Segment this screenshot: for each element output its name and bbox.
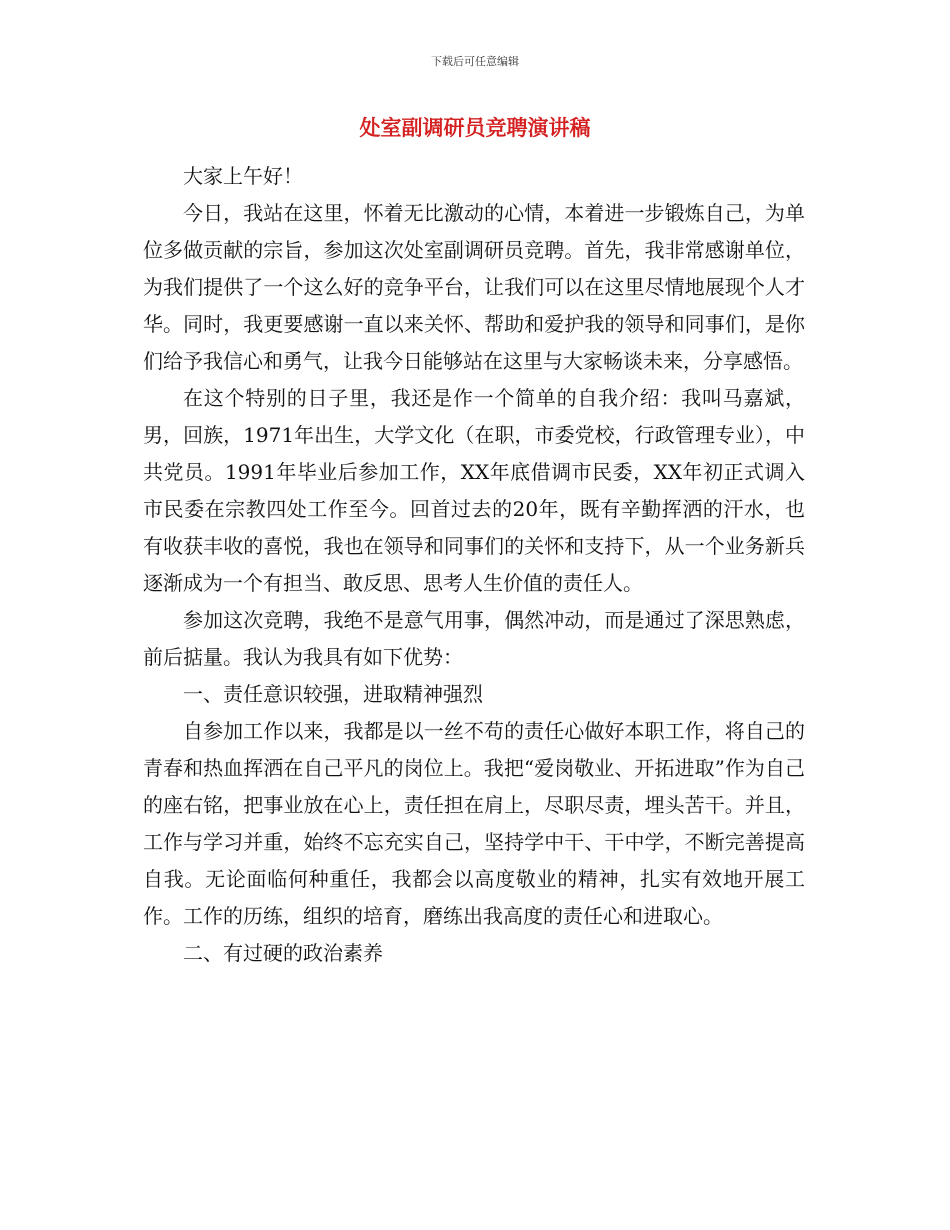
section-heading-2: 二、有过硬的政治素养 [183, 941, 383, 965]
paragraph-reason: 参加这次竞聘，我绝不是意气用事，偶然冲动，而是通过了深思熟虑，前后掂量。我认为我具有如下优势： [143, 608, 805, 669]
paragraph-greeting: 大家上午好！ [183, 164, 303, 188]
paragraph-responsibility: 自参加工作以来，我都是以一丝不苟的责任心做好本职工作，将自己的青春和热血挥洒在自己平凡的岗位上。我把“爱岗敬业、开拓进取”作为自己的座右铭，把事业放在心上，责任担在肩上，尽职尽责，埋头苦干。并且，工作与学习并重，始终不忘充实自己，坚持学中干、干中学，不断完善提高自我。无论面临何种重任，我都会以高度敬业的精神，扎实有效地开展工作。工作的历练，组织的培育，磨练出我高度的责任心和进取心。 [143, 719, 805, 928]
document-title: 处室副调研员竞聘演讲稿 [359, 116, 591, 140]
section-heading-1: 一、责任意识较强，进取精神强烈 [183, 682, 483, 706]
document-body [143, 158, 805, 972]
paragraph-intro: 今日，我站在这里，怀着无比激动的心情，本着进一步锻炼自己，为单位多做贡献的宗旨，参加这次处室副调研员竞聘。首先，我非常感谢单位，为我们提供了一个这么好的竞争平台，让我们可以在这里尽情地展现个人才华。同时，我更要感谢一直以来关怀、帮助和爱护我的领导和同事们，是你们给予我信心和勇气，让我今日能够站在这里与大家畅谈未来，分享感悟。 [143, 201, 805, 373]
paragraph-self-introduction: 在这个特别的日子里，我还是作一个简单的自我介绍：我叫马嘉斌，男，回族，1971年出生，大学文化（在职，市委党校，行政管理专业），中共党员。1991年毕业后参加工作，XX年底借调市民委，XX年初正式调入市民委在宗教四处工作至今。回首过去的20年，既有辛勤挥洒的汗水，也有收获丰收的喜悦，我也在领导和同事们的关怀和支持下，从一个业务新兵逐渐成为一个有担当、敢反思、思考人生价值的责任人。 [143, 386, 805, 595]
header-note: 下载后可任意编辑 [431, 55, 519, 68]
